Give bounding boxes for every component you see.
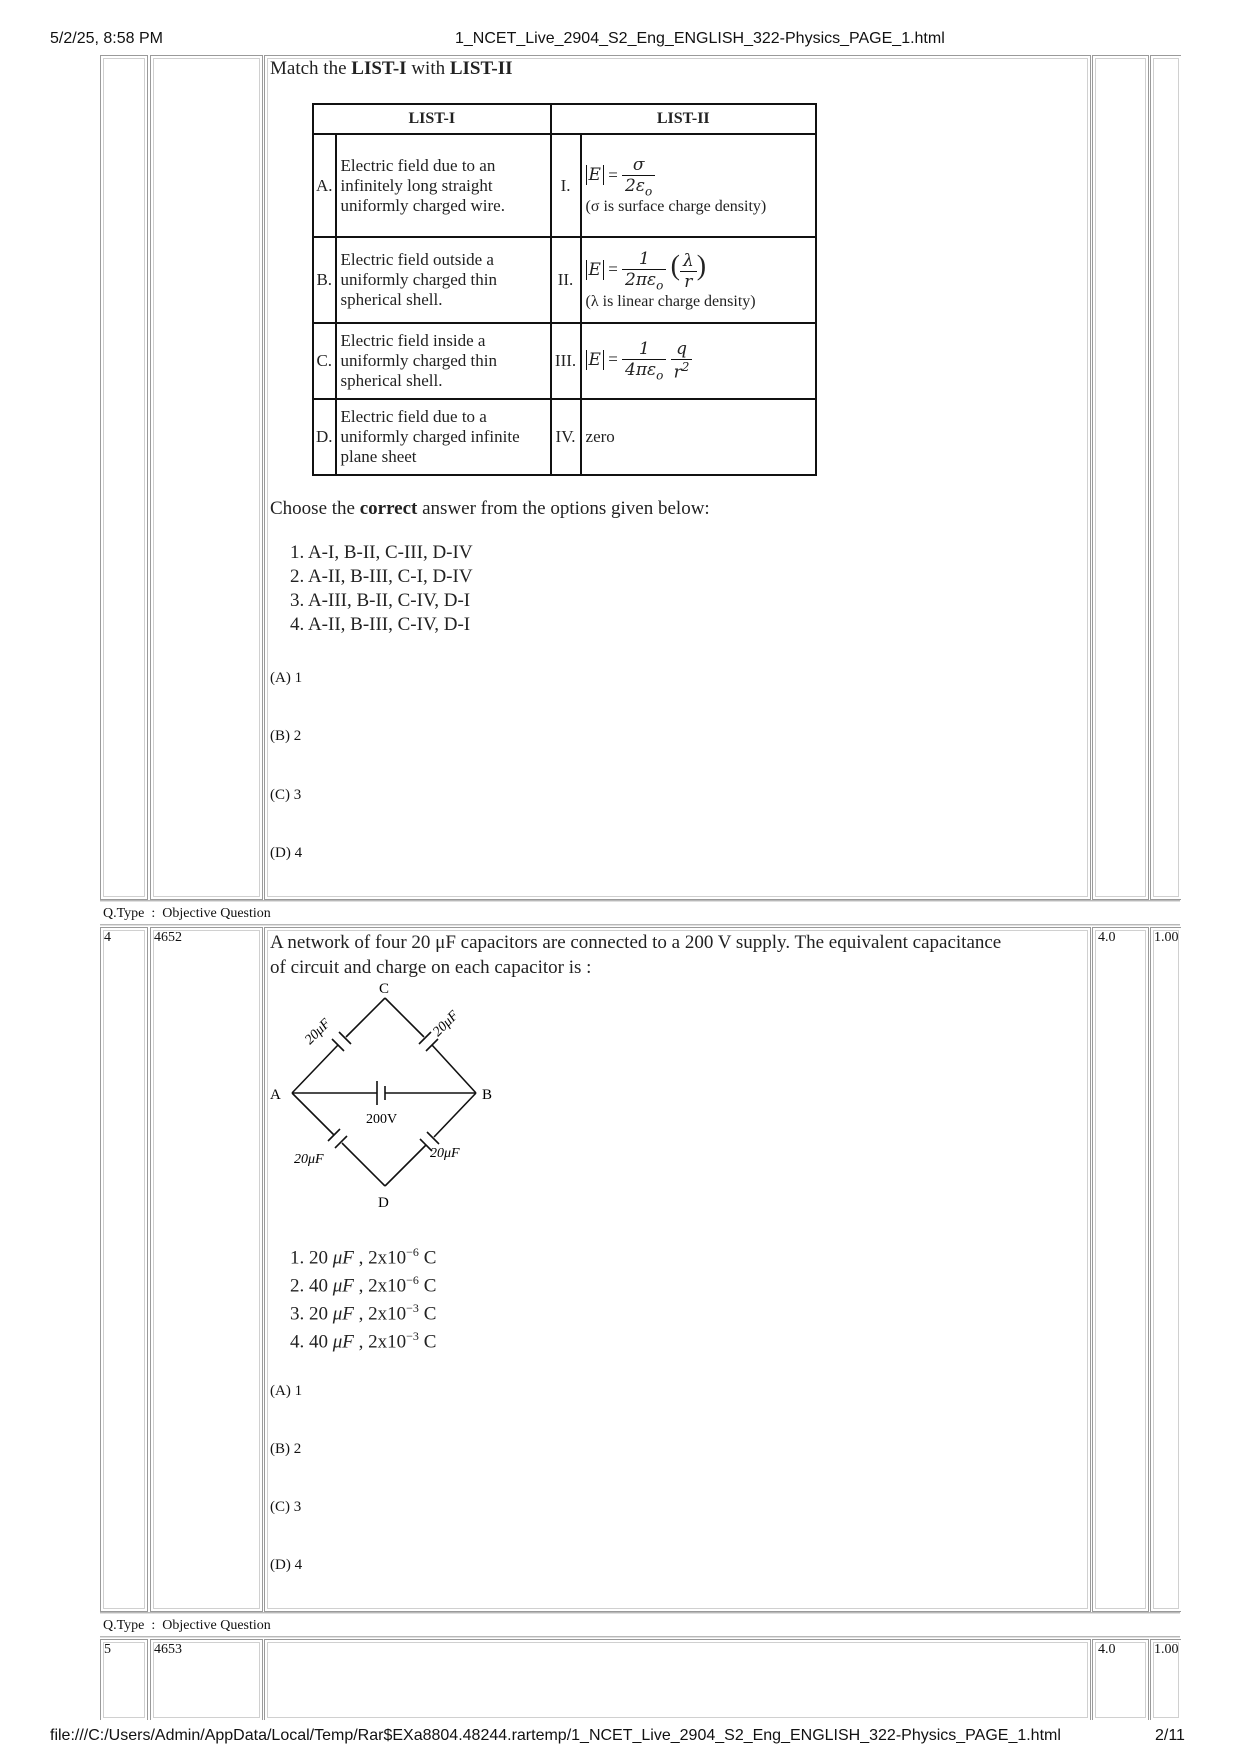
row-text: Electric field inside a uniformly charged thin spherical shell. (336, 323, 551, 399)
row-key: A. (313, 134, 336, 237)
match-row (313, 237, 816, 323)
q4-question-id: 4652 (154, 930, 182, 945)
wire-ac (346, 998, 385, 1037)
wire-db (385, 1145, 426, 1186)
q3-neg-cell (1150, 55, 1181, 900)
node-b-label: B (482, 1087, 493, 1103)
q3-answer-a: (A) 1 (270, 670, 303, 686)
match-row (313, 399, 816, 475)
capacitor-circuit-diagram (262, 975, 502, 1210)
q4-option: 2. 40 μF , $2x10^{-6}$ C (290, 1273, 437, 1297)
q5-serial: 5 (104, 1642, 111, 1657)
q3-marks-cell (1092, 55, 1149, 900)
node-d-label: D (378, 1195, 389, 1210)
q3-choose-text: Choose the correct answer from the options given below: (270, 498, 710, 519)
wire-cb (432, 1045, 476, 1093)
print-datetime: 5/2/25, 8:58 PM (50, 30, 163, 47)
match-row (313, 323, 816, 399)
q4-id-cell (150, 927, 263, 1612)
row-divider (100, 1636, 1180, 1638)
q3-answer-d: (D) 4 (270, 845, 303, 861)
q3-id-cell (150, 55, 263, 900)
battery-label: 200V (366, 1112, 398, 1127)
formula-1-note: (σ is surface charge density) (585, 198, 767, 216)
q5-negative-marks: 1.00 (1154, 1642, 1179, 1657)
row-rkey: III. (551, 323, 581, 399)
row-text: Electric field outside a uniformly charged thin spherical shell. (336, 237, 551, 323)
formula-1: E = $\frac{\sigma}{2\varepsilon_o}$ (σ is surface charge density) (581, 134, 816, 237)
q3-option-list (290, 541, 473, 637)
wire-ac (292, 1045, 338, 1093)
row-divider (100, 1612, 1180, 1614)
q4-option: 4. 40 μF , $2x10^{-3}$ C (290, 1329, 437, 1353)
q4-marks: 4.0 (1098, 930, 1116, 945)
cap-ac-label: 20μF (302, 1016, 334, 1048)
print-page-number: 2/11 (1155, 1727, 1185, 1744)
q3-option: 4. A-II, B-III, C-IV, D-I (290, 614, 471, 635)
wire-ad (342, 1143, 385, 1186)
q3-intro: Match the LIST-I with LIST-II (270, 58, 513, 79)
print-title: 1_NCET_Live_2904_S2_Eng_ENGLISH_322-Physics_PAGE_1.html (455, 30, 945, 47)
row-divider (100, 924, 1180, 926)
q4-answer-a: (A) 1 (270, 1383, 303, 1399)
q5-qtype: Q.Type : Objective Question (103, 1618, 271, 1633)
node-a-label: A (270, 1087, 281, 1103)
node-c-label: C (379, 981, 390, 997)
row-rkey: IV. (551, 399, 581, 475)
q4-question-line1: A network of four 20 μF capacitors are connected to a 200 V supply. The equivalent capacitance (270, 932, 1002, 953)
q3-answer-c: (C) 3 (270, 787, 302, 803)
q3-option: 2. A-II, B-III, C-I, D-IV (290, 566, 473, 587)
q4-option: 3. 20 μF , $2x10^{-3}$ C (290, 1301, 437, 1325)
q4-negative-marks: 1.00 (1154, 930, 1179, 945)
q3-answer-b: (B) 2 (270, 728, 302, 744)
q3-option: 1. A-I, B-II, C-III, D-IV (290, 542, 473, 563)
row-key: B. (313, 237, 336, 323)
row-key: C. (313, 323, 336, 399)
q3-option: 3. A-III, B-II, C-IV, D-I (290, 590, 471, 611)
q4-answer-b: (B) 2 (270, 1441, 302, 1457)
q4-qtype: Q.Type : Objective Question (103, 906, 271, 921)
row-divider (100, 900, 1180, 902)
q4-serial: 4 (104, 930, 111, 945)
cap-db-label: 20μF (430, 1146, 460, 1161)
list2-header: LIST-II (551, 104, 816, 134)
cap-cb-label: 20μF (430, 1008, 462, 1040)
row-text: Electric field due to a uniformly charged infinite plane sheet (336, 399, 551, 475)
formula-4: zero (581, 399, 816, 475)
row-text: Electric field due to an infinitely long straight uniformly charged wire. (336, 134, 551, 237)
list1-header: LIST-I (313, 104, 551, 134)
q5-question-id: 4653 (154, 1642, 182, 1657)
wire-ad (292, 1093, 334, 1135)
row-rkey: II. (551, 237, 581, 323)
print-file-path: file:///C:/Users/Admin/AppData/Local/Temp/Rar$EXa8804.48244.rartemp/1_NCET_Live_2904_S2_Eng_ENGLISH_322-Physics_PAGE_1.html (50, 1727, 1061, 1744)
q4-option-list (290, 1238, 437, 1353)
q4-neg-cell (1150, 927, 1181, 1612)
wire-db (434, 1093, 476, 1137)
q5-body-cell (264, 1639, 1091, 1720)
q4-sno-cell (100, 927, 148, 1612)
row-rkey: I. (551, 134, 581, 237)
cap-ad-label: 20μF (294, 1152, 324, 1167)
q4-answer-d: (D) 4 (270, 1557, 303, 1573)
q4-answer-c: (C) 3 (270, 1499, 302, 1515)
q4-question-line2: of circuit and charge on each capacitor is : (270, 957, 592, 978)
q3-sno-cell (100, 55, 148, 900)
formula-2-note: (λ is linear charge density) (585, 292, 756, 310)
match-table (312, 103, 817, 476)
q5-marks: 4.0 (1098, 1642, 1116, 1657)
row-key: D. (313, 399, 336, 475)
formula-3: E = $\frac{1}{4\pi\varepsilon_o}$ $\frac{q}{r^2}$ (581, 323, 816, 399)
q4-marks-cell (1092, 927, 1149, 1612)
match-row (313, 134, 816, 237)
wire-cb (385, 998, 424, 1037)
formula-2: E = $\frac{1}{2\pi\varepsilon_o}$ ( $\frac{\lambda}{r}$ ) (λ is linear charge density) (581, 237, 816, 323)
q4-option: 1. 20 μF , $2x10^{-6}$ C (290, 1245, 437, 1269)
